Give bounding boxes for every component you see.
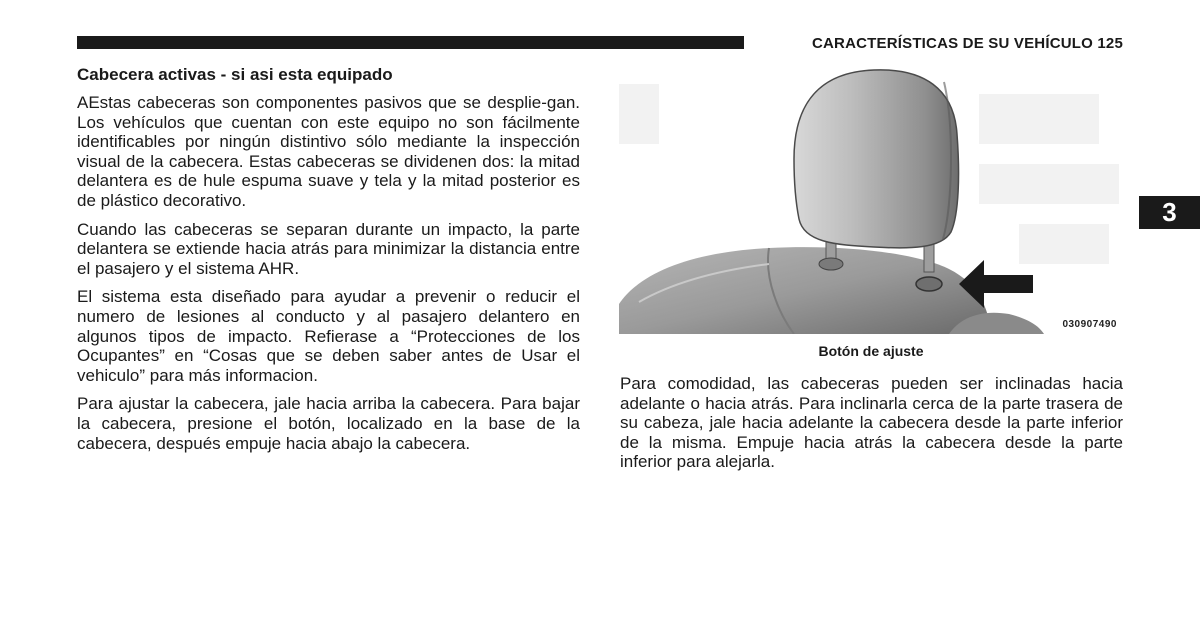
headrest-illustration bbox=[619, 64, 1123, 334]
section-heading: Cabecera activas - si asi esta equipado bbox=[77, 65, 393, 84]
paragraph: Cuando las cabeceras se separan durante un impacto, la parte delantera se extiende hacia atrás para minimizar la distancia entre el pasajero y el sistema AHR. bbox=[77, 219, 580, 278]
adjust-button-shape bbox=[916, 277, 942, 291]
paragraph: Para comodidad, las cabeceras pueden ser inclinadas hacia adelante o hacia atrás. Para inclinarla cerca de la parte trasera de su cabeza, jale hacia adelante la cabecera desde la parte inferior de la misma. Empuje hacia atrás la cabecera desde la parte inferior para alejarla. bbox=[620, 374, 1123, 472]
headrest-figure bbox=[619, 64, 1123, 334]
paragraph: Para ajustar la cabecera, jale hacia arriba la cabecera. Para bajar la cabecera, presione el botón, localizado en la base de la cabecera, después empuje hacia abajo la cabecera. bbox=[77, 394, 580, 453]
figure-caption: Botón de ajuste bbox=[818, 343, 924, 359]
paragraph: El sistema esta diseñado para ayudar a prevenir o reducir el numero de lesiones al conducto y al pasajero delantero en algunos tipos de impacto. Refierase a “Protecciones de los Ocupantes” en “Cosas que se deben saber antes de Usar el vehiculo” para más informacion. bbox=[77, 287, 580, 385]
left-column bbox=[77, 65, 580, 462]
paragraph: AEstas cabeceras son componentes pasivos que se desplie-gan. Los vehículos que cuentan con este equipo no son fácilmente identificables por ningún distintivo sólo mediante la inspección visual de la cabecera. Estas cabeceras se dividenen dos: la mitad delantera es de hule espuma suave y tela y la mitad posterior es de plástico decorativo. bbox=[77, 93, 580, 210]
figure-code: 030907490 bbox=[1062, 319, 1117, 330]
chapter-tab: 3 bbox=[1139, 196, 1200, 229]
running-header: CARACTERÍSTICAS DE SU VEHÍCULO 125 bbox=[811, 35, 1123, 52]
right-column bbox=[620, 374, 1123, 481]
header-rule bbox=[77, 36, 744, 49]
headrest-shape bbox=[794, 70, 959, 248]
